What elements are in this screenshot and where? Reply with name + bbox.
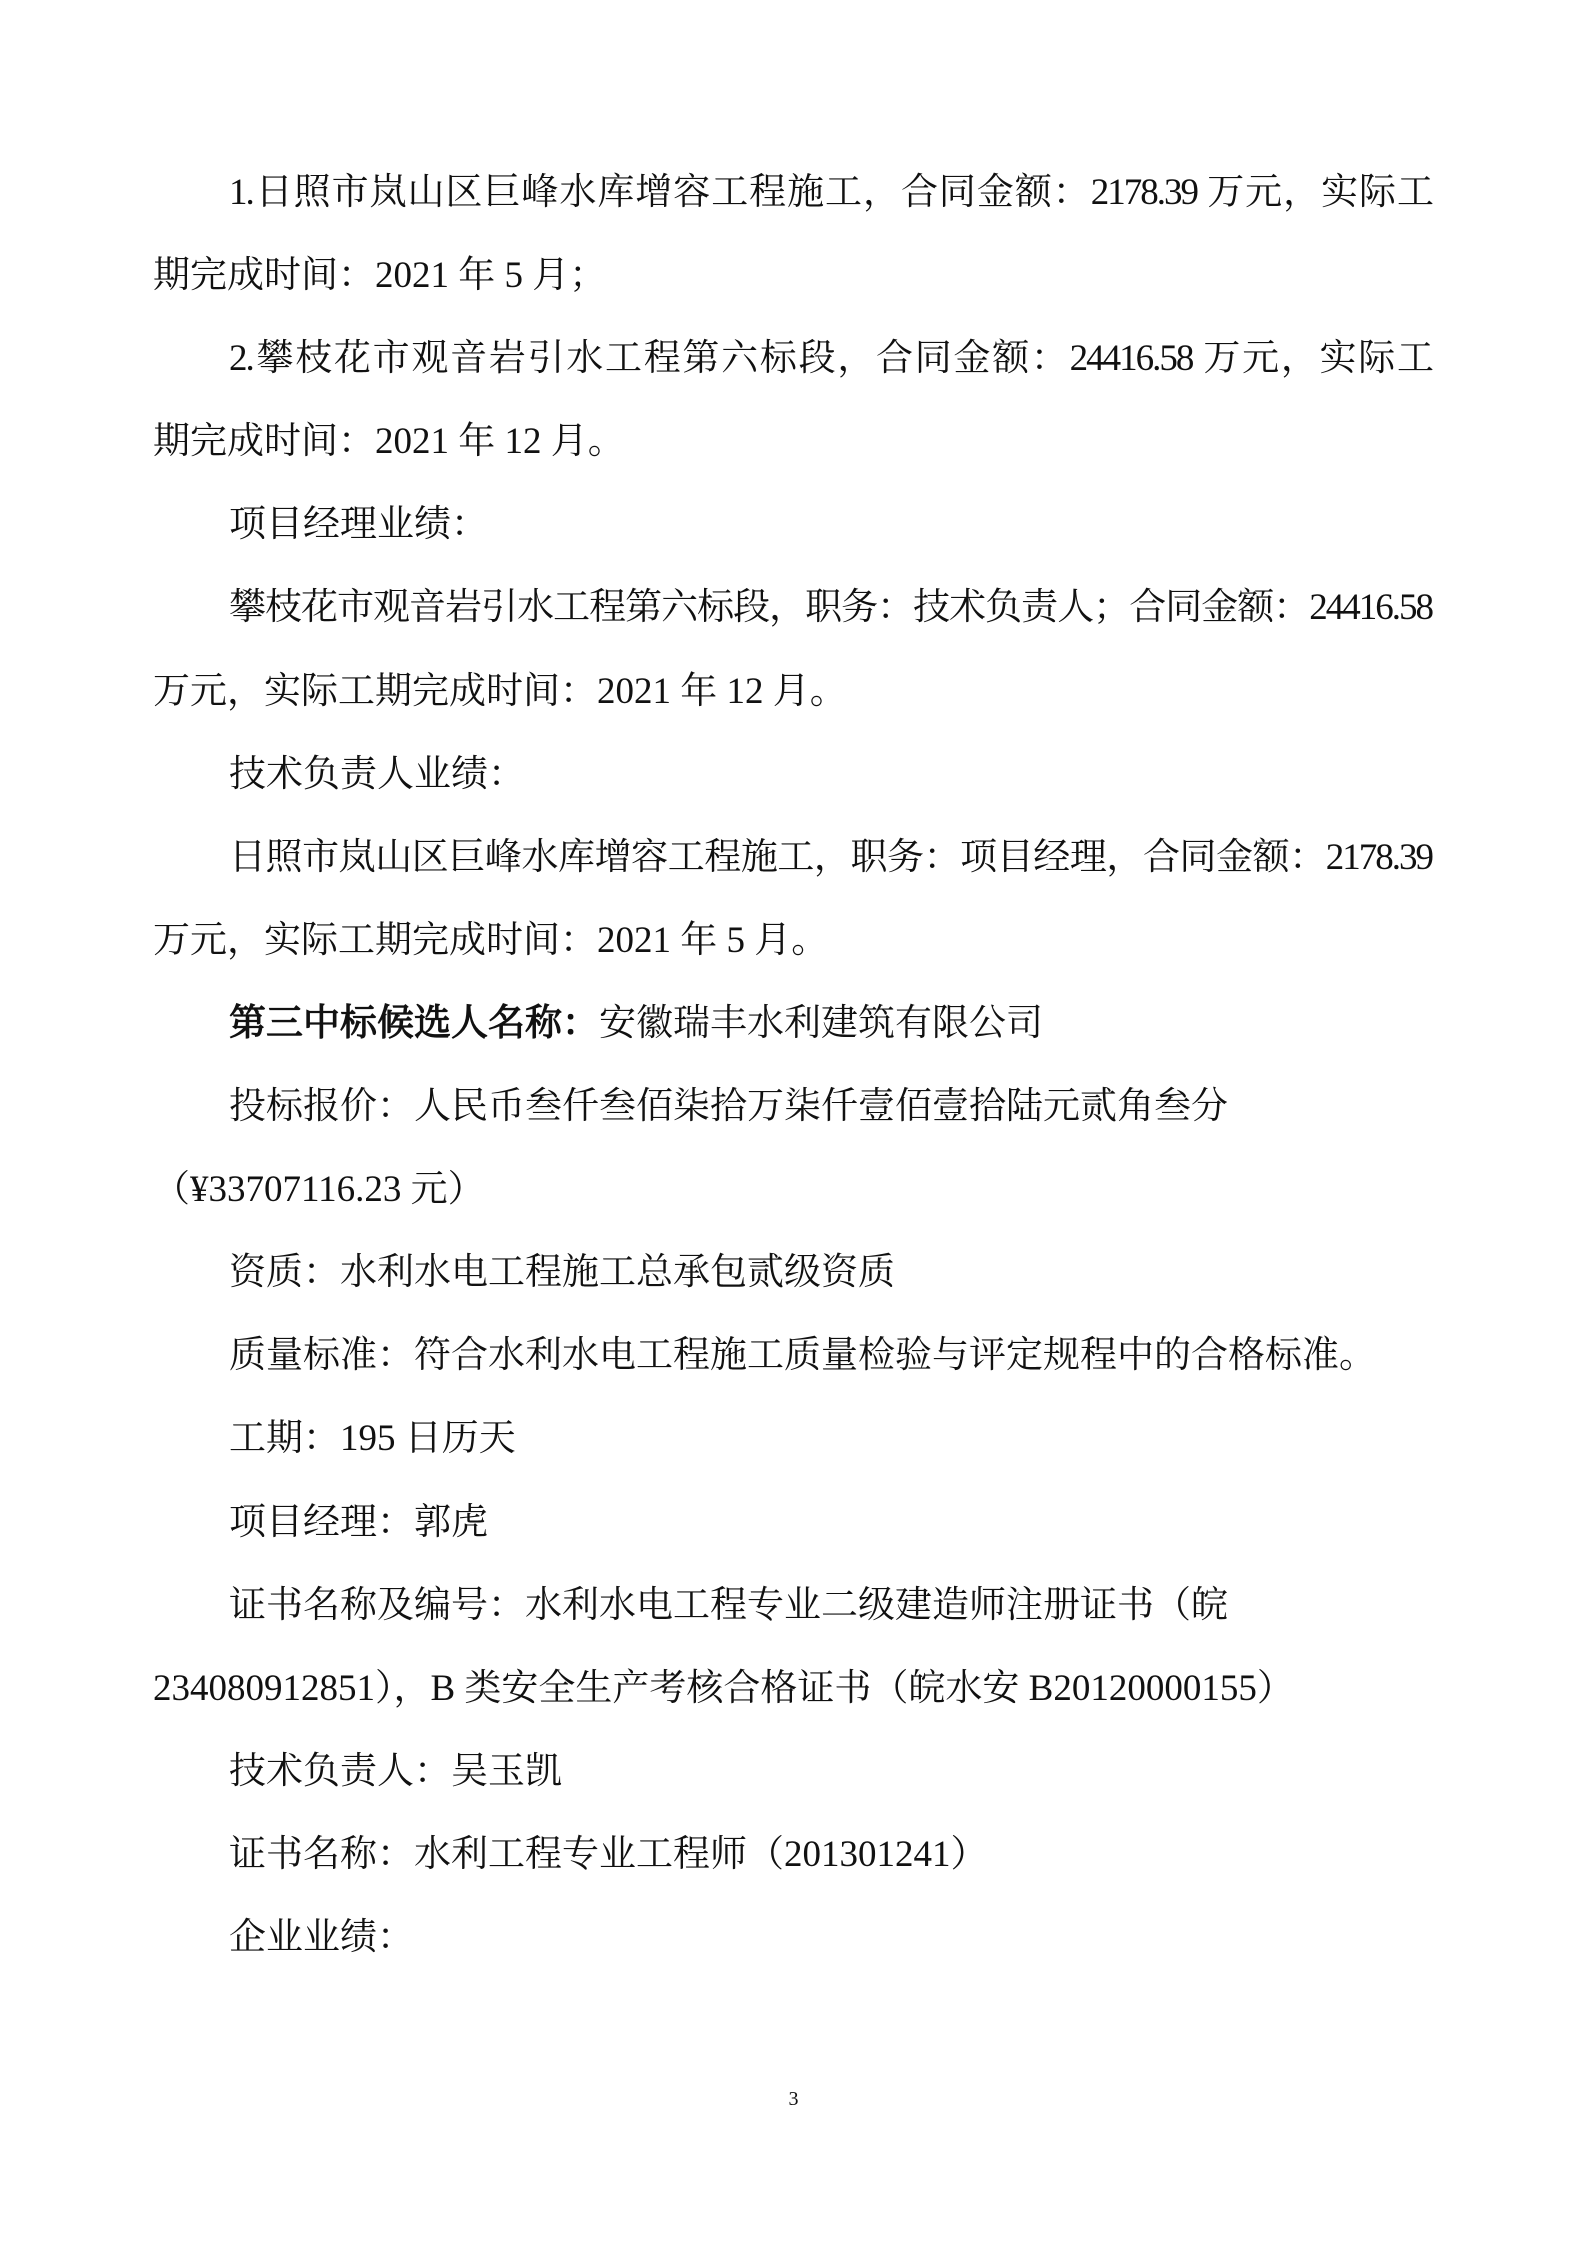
tech-certificate-line: 证书名称：水利工程专业工程师（201301241）	[229, 1833, 988, 1875]
tech-lead-performance-line-cont: 万元，实际工期完成时间：2021 年 5 月。	[153, 919, 829, 961]
tech-lead-performance-line: 日照市岚山区巨峰水库增容工程施工，职务：项目经理，合同金额：2178.39	[229, 836, 1432, 878]
technical-lead-line: 技术负责人：吴玉凯	[229, 1750, 562, 1792]
pm-performance-line: 攀枝花市观音岩引水工程第六标段，职务：技术负责人；合同金额：24416.58	[229, 587, 1432, 629]
company-performance-item-1-cont: 期完成时间：2021 年 5 月；	[153, 255, 607, 297]
company-performance-item-2-cont: 期完成时间：2021 年 12 月。	[153, 421, 625, 463]
company-performance-item-1: 1.日照市岚山区巨峰水库增容工程施工，合同金额：2178.39 万元，实际工	[229, 172, 1432, 213]
pm-performance-heading: 项目经理业绩：	[229, 504, 488, 546]
third-candidate-label: 第三中标候选人名称：	[229, 1002, 599, 1044]
pm-certificate-line-cont: 234080912851），B 类安全生产考核合格证书（皖水安 B20120000155）	[153, 1667, 1294, 1709]
bid-price-line: 投标报价：人民币叁仟叁佰柒拾万柒仟壹佰壹拾陆元贰角叁分	[229, 1086, 1228, 1128]
quality-standard-line: 质量标准：符合水利水电工程施工质量检验与评定规程中的合格标准。	[229, 1335, 1376, 1377]
page-number: 3	[788, 2088, 799, 2110]
tech-lead-performance-heading: 技术负责人业绩：	[229, 753, 525, 795]
third-candidate-name: 安徽瑞丰水利建筑有限公司	[599, 1002, 1043, 1044]
duration-line: 工期：195 日历天	[229, 1418, 516, 1460]
pm-performance-line-cont: 万元，实际工期完成时间：2021 年 12 月。	[153, 670, 847, 712]
project-manager-line: 项目经理：郭虎	[229, 1501, 488, 1543]
bid-price-amount: （¥33707116.23 元）	[153, 1169, 485, 1211]
company-performance-item-2: 2.攀枝花市观音岩引水工程第六标段，合同金额：24416.58 万元，实际工	[229, 338, 1432, 380]
document-body	[153, 151, 1432, 1979]
third-candidate-name-line	[153, 982, 1432, 1065]
company-performance-heading: 企业业绩：	[229, 1916, 414, 1958]
pm-certificate-line: 证书名称及编号：水利水电工程专业二级建造师注册证书（皖	[229, 1584, 1228, 1626]
qualification-line: 资质：水利水电工程施工总承包贰级资质	[229, 1252, 895, 1294]
